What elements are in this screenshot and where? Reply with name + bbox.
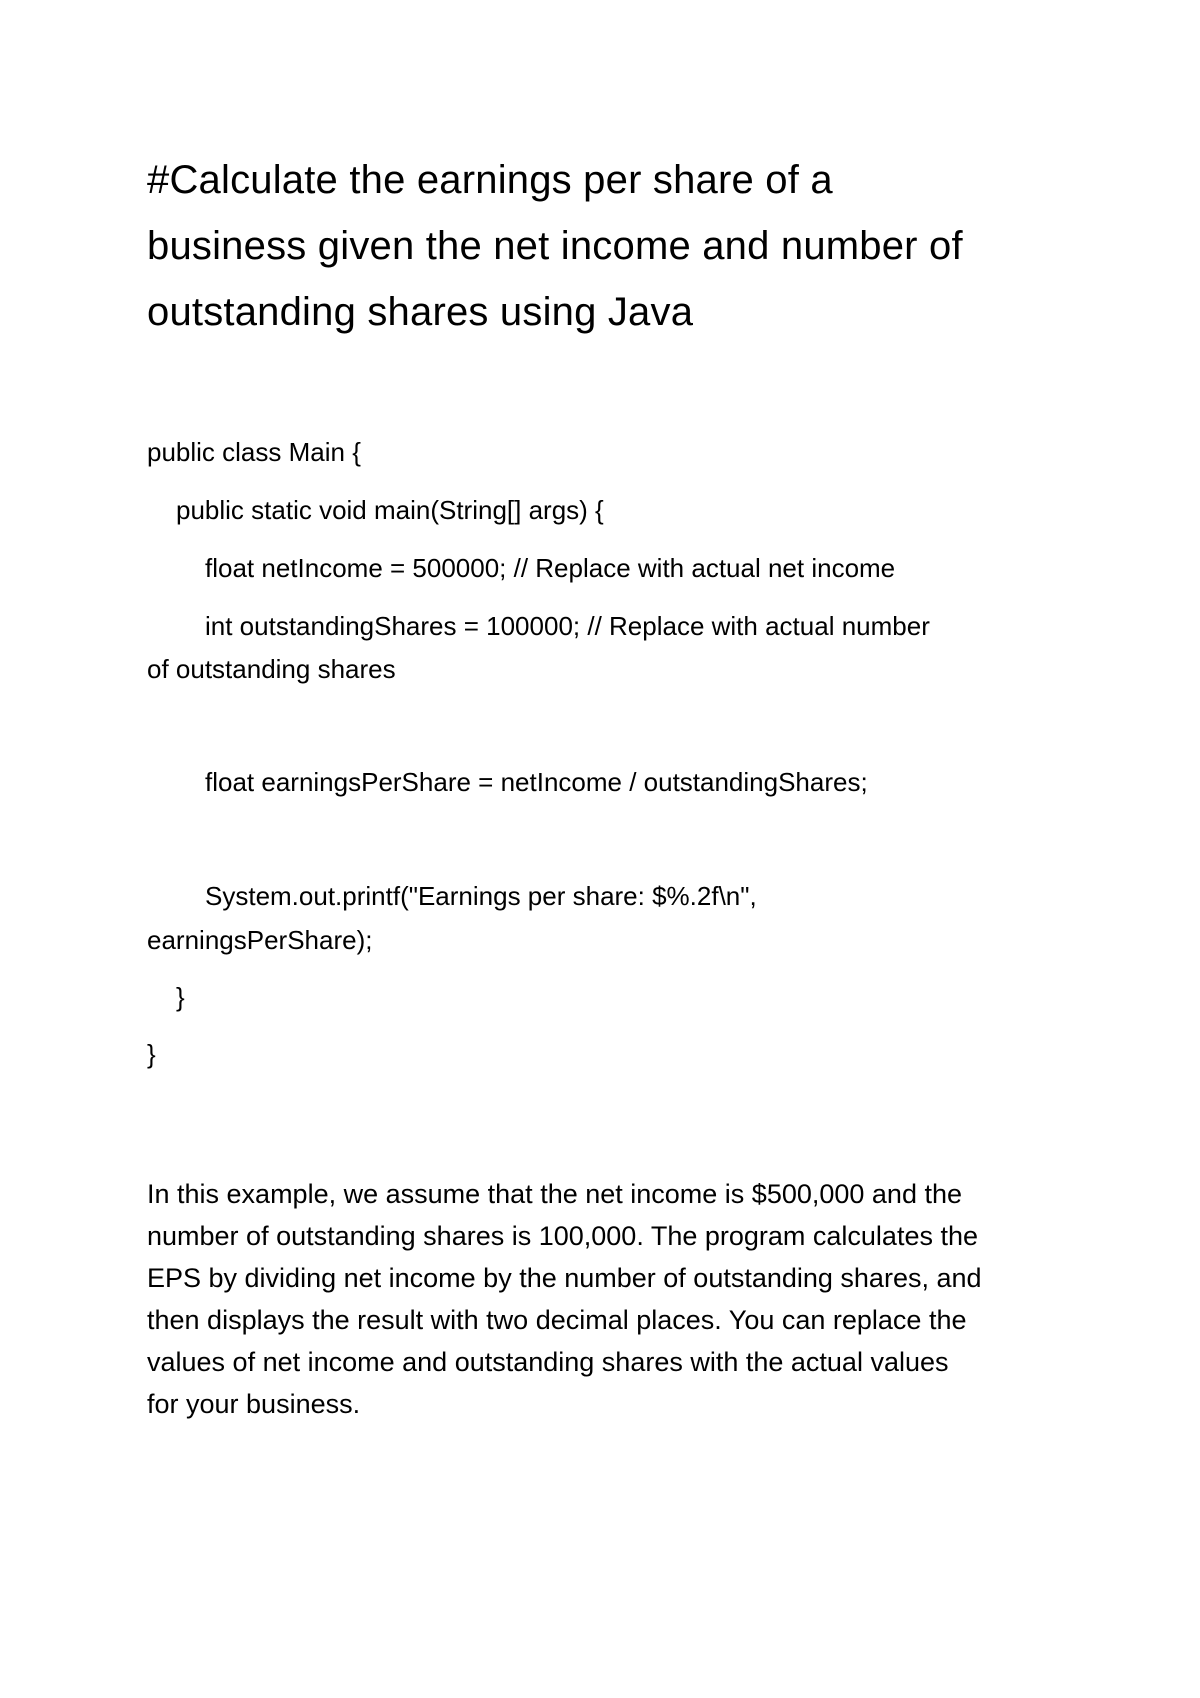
code-line: of outstanding shares <box>147 654 396 684</box>
paragraph-line: then displays the result with two decimal places. You can replace the <box>147 1305 967 1335</box>
code-line: System.out.printf("Earnings per share: $%.2f\n", <box>205 881 757 911</box>
title-line: #Calculate the earnings per share of a <box>147 158 833 202</box>
title-line: business given the net income and number of <box>147 224 963 268</box>
code-line: public static void main(String[] args) { <box>176 495 604 525</box>
paragraph-line: number of outstanding shares is 100,000. The program calculates the <box>147 1221 979 1251</box>
document-title <box>147 147 1107 345</box>
code-line: int outstandingShares = 100000; // Replace with actual number <box>205 611 930 641</box>
code-line: public class Main { <box>147 437 361 467</box>
code-line: float earningsPerShare = netIncome / outstandingShares; <box>205 767 868 797</box>
paragraph-line: values of net income and outstanding shares with the actual values <box>147 1347 949 1377</box>
explanation-paragraph <box>147 1173 1087 1425</box>
title-line: outstanding shares using Java <box>147 290 694 334</box>
code-line: earningsPerShare); <box>147 925 373 955</box>
code-line: } <box>176 982 185 1012</box>
paragraph-line: for your business. <box>147 1389 361 1419</box>
paragraph-line: In this example, we assume that the net income is $500,000 and the <box>147 1179 962 1209</box>
paragraph-line: EPS by dividing net income by the number of outstanding shares, and <box>147 1263 982 1293</box>
code-line: } <box>147 1039 156 1069</box>
code-line: float netIncome = 500000; // Replace with actual net income <box>205 553 896 583</box>
